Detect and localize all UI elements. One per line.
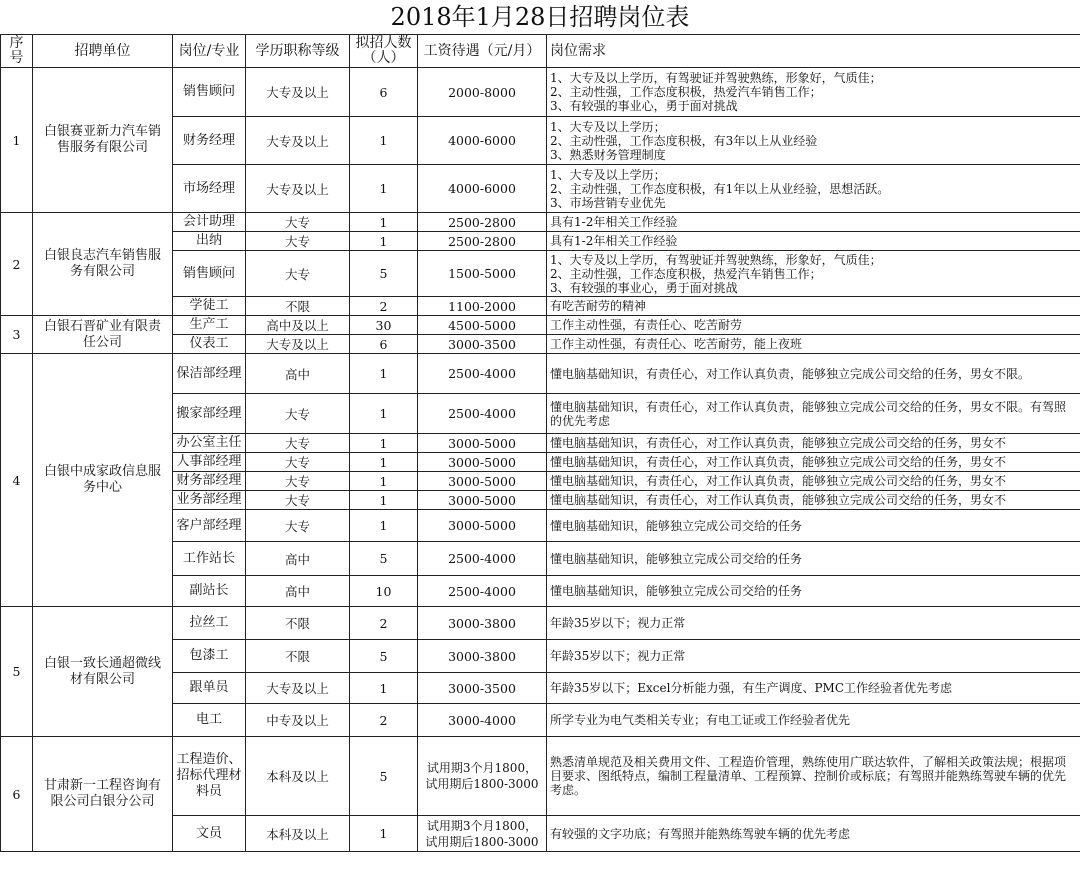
company-cell: 白银良志汽车销售服务有限公司 [33, 213, 173, 316]
headcount-cell: 1 [350, 472, 418, 491]
headcount-cell: 1 [350, 673, 418, 704]
requirement-cell [547, 213, 1080, 232]
education-cell: 本科及以上 [246, 737, 350, 816]
position-cell: 业务部经理 [173, 491, 246, 510]
table-row [1, 316, 1080, 335]
headcount-cell: 1 [350, 213, 418, 232]
requirement-line: 懂电脑基础知识，有责任心，对工作认真负责，能够独立完成公司交给的任务，男女不 [550, 474, 1007, 488]
position-cell: 拉丝工 [173, 607, 246, 640]
position-cell: 人事部经理 [173, 453, 246, 472]
requirement-cell [547, 607, 1080, 640]
requirement-line: 工作主动性强，有责任心、吃苦耐劳 [550, 318, 743, 332]
education-cell: 不限 [246, 607, 350, 640]
salary-cell: 2500-2800 [418, 232, 547, 251]
requirement-line: 熟悉清单规范及相关费用文件、工程造价管理，熟练使用广联达软件，了解相关政策法规；根据项目要求、图纸特点，编制工程量清单、工程预算、控制价或标底；有驾照并能熟练驾驶车辆的优先考虑。 [550, 755, 1067, 797]
serial-number-cell: 4 [1, 354, 33, 607]
requirement-cell [547, 165, 1080, 213]
serial-number-cell: 3 [1, 316, 33, 354]
header-cell: 岗位/专业 [173, 35, 246, 68]
table-row [1, 354, 1080, 394]
requirement-cell [547, 491, 1080, 510]
header-row [1, 35, 1080, 68]
position-cell: 仪表工 [173, 335, 246, 354]
education-cell: 高中 [246, 576, 350, 607]
education-cell: 大专 [246, 453, 350, 472]
requirement-line: 3、市场营销专业优先 [550, 195, 666, 210]
position-cell: 客户部经理 [173, 510, 246, 542]
salary-cell: 2500-2800 [418, 213, 547, 232]
position-cell: 财务部经理 [173, 472, 246, 491]
headcount-cell: 1 [350, 491, 418, 510]
serial-number-cell: 2 [1, 213, 33, 316]
requirement-line: 年龄35岁以下；视力正常 [550, 649, 686, 663]
education-cell: 大专 [246, 394, 350, 434]
salary-cell: 3000-5000 [418, 510, 547, 542]
salary-cell: 3000-5000 [418, 472, 547, 491]
position-cell: 生产工 [173, 316, 246, 335]
requirement-line: 年龄35岁以下；视力正常 [550, 616, 686, 630]
requirement-line: 工作主动性强，有责任心、吃苦耐劳，能上夜班 [550, 337, 803, 351]
headcount-cell: 5 [350, 251, 418, 297]
headcount-cell: 6 [350, 335, 418, 354]
position-cell: 财务经理 [173, 117, 246, 165]
requirement-cell [547, 816, 1080, 852]
salary-cell: 4000-6000 [418, 117, 547, 165]
position-cell: 文员 [173, 816, 246, 852]
education-cell: 大专 [246, 510, 350, 542]
education-cell: 大专及以上 [246, 335, 350, 354]
salary-cell: 1100-2000 [418, 297, 547, 316]
headcount-cell: 2 [350, 704, 418, 737]
requirement-line: 2、主动性强，工作态度积极，有1年以上从业经验，思想活跃。 [550, 181, 890, 196]
company-cell: 白银中成家政信息服务中心 [33, 354, 173, 607]
headcount-cell: 1 [350, 510, 418, 542]
requirement-cell [547, 394, 1080, 434]
education-cell: 大专 [246, 472, 350, 491]
position-cell: 电工 [173, 704, 246, 737]
requirement-line: 1、大专及以上学历； [550, 119, 666, 134]
education-cell: 高中 [246, 542, 350, 576]
recruitment-table [0, 34, 1080, 852]
requirement-cell [547, 297, 1080, 316]
salary-cell: 3000-4000 [418, 704, 547, 737]
education-cell: 大专 [246, 232, 350, 251]
table-row [1, 68, 1080, 117]
requirement-line: 懂电脑基础知识，有责任心，对工作认真负责，能够独立完成公司交给的任务，男女不限。有驾照的优先考虑 [550, 399, 1067, 428]
header-cell: 拟招人数（人） [350, 35, 418, 68]
headcount-cell: 2 [350, 607, 418, 640]
education-cell: 高中及以上 [246, 316, 350, 335]
salary-cell: 4500-5000 [418, 316, 547, 335]
headcount-cell: 5 [350, 542, 418, 576]
serial-number-cell: 6 [1, 737, 33, 852]
salary-cell: 3000-3800 [418, 607, 547, 640]
table-row [1, 607, 1080, 640]
requirement-line: 懂电脑基础知识，能够独立完成公司交给的任务 [550, 584, 803, 598]
requirement-cell [547, 737, 1080, 816]
education-cell: 中专及以上 [246, 704, 350, 737]
salary-cell: 3000-5000 [418, 453, 547, 472]
position-cell: 出纳 [173, 232, 246, 251]
salary-cell: 4000-6000 [418, 165, 547, 213]
headcount-cell: 1 [350, 434, 418, 453]
requirement-line: 2、主动性强，工作态度积极，热爱汽车销售工作； [550, 85, 822, 99]
education-cell: 大专 [246, 491, 350, 510]
headcount-cell: 1 [350, 117, 418, 165]
salary-cell: 3000-3500 [418, 335, 547, 354]
salary-cell: 2500-4000 [418, 576, 547, 607]
requirement-cell [547, 335, 1080, 354]
requirement-cell [547, 640, 1080, 673]
requirement-cell [547, 510, 1080, 542]
requirement-line: 具有1-2年相关工作经验 [550, 215, 678, 229]
requirement-line: 3、有较强的事业心，勇于面对挑战 [550, 99, 738, 113]
position-cell: 搬家部经理 [173, 394, 246, 434]
headcount-cell: 30 [350, 316, 418, 335]
salary-cell: 试用期3个月1800，试用期后1800-3000 [418, 737, 547, 816]
serial-number-cell: 5 [1, 607, 33, 737]
headcount-cell: 5 [350, 737, 418, 816]
requirement-line: 1、大专及以上学历，有驾驶证并驾驶熟练，形象好，气质佳； [550, 71, 882, 85]
position-cell: 包漆工 [173, 640, 246, 673]
requirement-cell [547, 453, 1080, 472]
page-title: 2018年1月28日招聘岗位表 [390, 3, 690, 31]
requirement-line: 懂电脑基础知识，有责任心，对工作认真负责，能够独立完成公司交给的任务，男女不限。 [550, 366, 1031, 381]
salary-cell: 2500-4000 [418, 354, 547, 394]
requirement-cell [547, 117, 1080, 165]
header-cell: 工资待遇（元/月） [418, 35, 547, 68]
salary-cell: 3000-3800 [418, 640, 547, 673]
position-cell: 副站长 [173, 576, 246, 607]
requirement-cell [547, 68, 1080, 117]
header-cell: 岗位需求 [547, 35, 1080, 68]
company-cell: 白银赛亚新力汽车销售服务有限公司 [33, 68, 173, 213]
salary-cell: 2500-4000 [418, 394, 547, 434]
education-cell: 不限 [246, 297, 350, 316]
headcount-cell: 10 [350, 576, 418, 607]
header-cell: 序号 [1, 35, 33, 68]
requirement-line: 具有1-2年相关工作经验 [550, 234, 678, 248]
company-cell: 白银石晋矿业有限责任公司 [33, 316, 173, 354]
headcount-cell: 5 [350, 640, 418, 673]
requirement-line: 有较强的文字功底；有驾照并能熟练驾驶车辆的优先考虑 [550, 826, 851, 841]
requirement-cell [547, 673, 1080, 704]
table-row [1, 213, 1080, 232]
requirement-line: 年龄35岁以下；Excel分析能力强，有生产调度、PMC工作经验者优先考虑 [550, 681, 953, 695]
header-cell: 招聘单位 [33, 35, 173, 68]
requirement-line: 有吃苦耐劳的精神 [550, 299, 647, 313]
education-cell: 本科及以上 [246, 816, 350, 852]
requirement-cell [547, 576, 1080, 607]
requirement-line: 3、熟悉财务管理制度 [550, 147, 666, 162]
headcount-cell: 1 [350, 165, 418, 213]
position-cell: 工作站长 [173, 542, 246, 576]
education-cell: 大专及以上 [246, 165, 350, 213]
headcount-cell: 1 [350, 394, 418, 434]
headcount-cell: 1 [350, 816, 418, 852]
education-cell: 不限 [246, 640, 350, 673]
requirement-cell [547, 542, 1080, 576]
education-cell: 高中 [246, 354, 350, 394]
requirement-line: 所学专业为电气类相关专业；有电工证或工作经验者优先 [550, 713, 851, 727]
requirement-line: 1、大专及以上学历，有驾驶证并驾驶熟练，形象好，气质佳； [550, 252, 882, 267]
requirement-cell [547, 434, 1080, 453]
position-cell: 办公室主任 [173, 434, 246, 453]
education-cell: 大专及以上 [246, 117, 350, 165]
requirement-line: 懂电脑基础知识，有责任心，对工作认真负责，能够独立完成公司交给的任务，男女不 [550, 436, 1007, 450]
requirement-line: 懂电脑基础知识，有责任心，对工作认真负责，能够独立完成公司交给的任务，男女不 [550, 493, 1007, 507]
header-cell: 学历职称等级 [246, 35, 350, 68]
requirement-line: 2、主动性强，工作态度积极，有3年以上从业经验 [550, 133, 818, 148]
requirement-cell [547, 704, 1080, 737]
salary-cell: 1500-5000 [418, 251, 547, 297]
serial-number-cell: 1 [1, 68, 33, 213]
headcount-cell: 1 [350, 354, 418, 394]
requirement-cell [547, 232, 1080, 251]
position-cell: 市场经理 [173, 165, 246, 213]
requirement-line: 懂电脑基础知识，能够独立完成公司交给的任务 [550, 551, 803, 566]
requirement-cell [547, 472, 1080, 491]
salary-cell: 2500-4000 [418, 542, 547, 576]
requirement-cell [547, 316, 1080, 335]
education-cell: 大专及以上 [246, 673, 350, 704]
position-cell: 学徒工 [173, 297, 246, 316]
position-cell: 保洁部经理 [173, 354, 246, 394]
headcount-cell: 2 [350, 297, 418, 316]
salary-cell: 3000-3500 [418, 673, 547, 704]
requirement-line: 懂电脑基础知识，有责任心，对工作认真负责，能够独立完成公司交给的任务，男女不 [550, 455, 1007, 469]
requirement-cell [547, 251, 1080, 297]
position-cell: 工程造价、招标代理材料员 [173, 737, 246, 816]
requirement-cell [547, 354, 1080, 394]
position-cell: 跟单员 [173, 673, 246, 704]
company-cell: 甘肃新一工程咨询有限公司白银分公司 [33, 737, 173, 852]
requirement-line: 1、大专及以上学历； [550, 167, 666, 182]
position-cell: 会计助理 [173, 213, 246, 232]
requirement-line: 2、主动性强，工作态度积极，热爱汽车销售工作； [550, 266, 822, 281]
headcount-cell: 6 [350, 68, 418, 117]
salary-cell: 试用期3个月1800，试用期后1800-3000 [418, 816, 547, 852]
salary-cell: 2000-8000 [418, 68, 547, 117]
education-cell: 大专 [246, 434, 350, 453]
education-cell: 大专及以上 [246, 68, 350, 117]
education-cell: 大专 [246, 213, 350, 232]
salary-cell: 3000-5000 [418, 491, 547, 510]
requirement-line: 3、有较强的事业心，勇于面对挑战 [550, 280, 738, 295]
requirement-line: 懂电脑基础知识，能够独立完成公司交给的任务 [550, 518, 803, 533]
headcount-cell: 1 [350, 232, 418, 251]
position-cell: 销售顾问 [173, 68, 246, 117]
salary-cell: 3000-5000 [418, 434, 547, 453]
position-cell: 销售顾问 [173, 251, 246, 297]
headcount-cell: 1 [350, 453, 418, 472]
education-cell: 大专 [246, 251, 350, 297]
table-row [1, 737, 1080, 816]
company-cell: 白银一致长通超微线材有限公司 [33, 607, 173, 737]
